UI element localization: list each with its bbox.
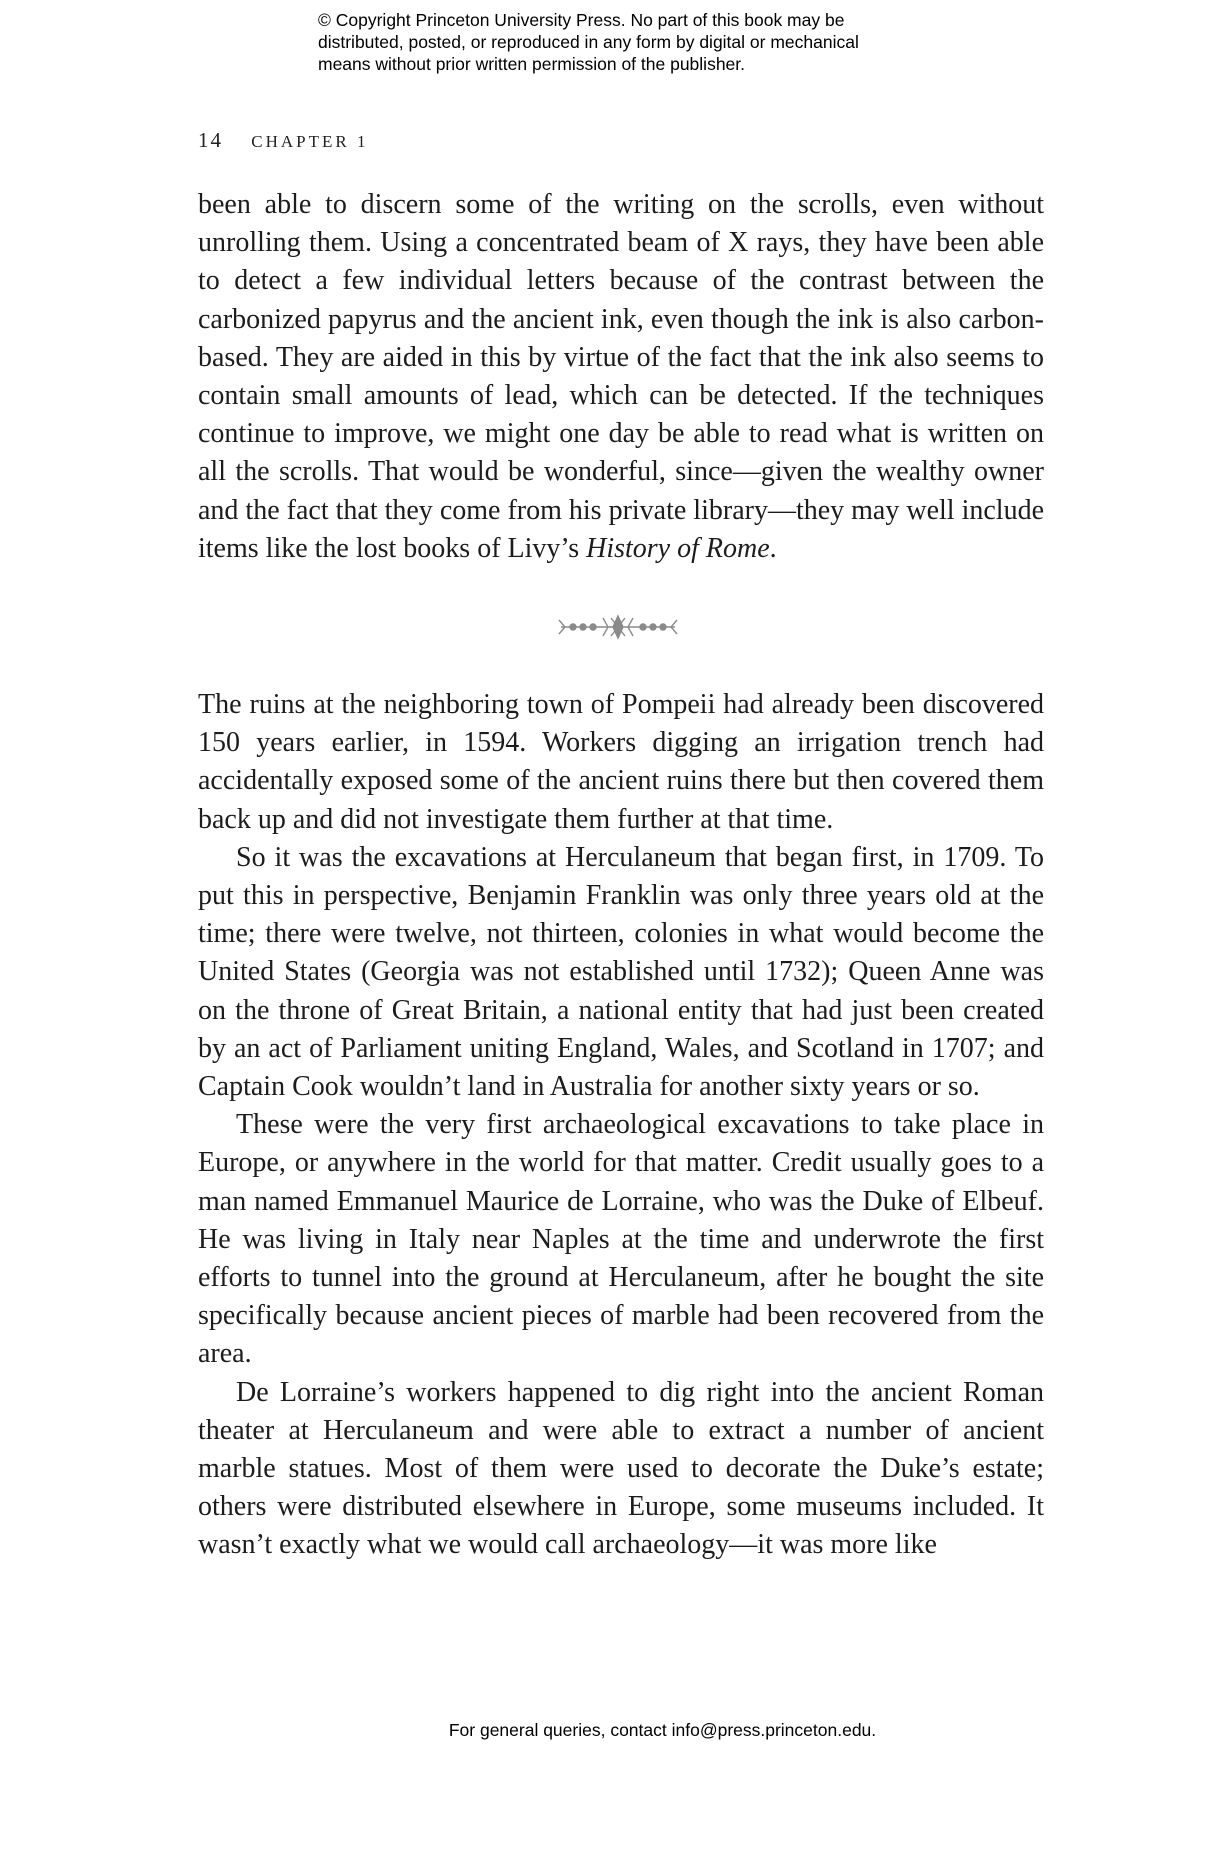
text-block-main: [198, 686, 1044, 1565]
running-head: [198, 128, 368, 153]
footer-contact-text: For general queries, contact info@press.princeton.edu.: [448, 1720, 877, 1740]
paragraph-2: The ruins at the neighboring town of Pompeii had already been discovered 150 years earlier, in 1594. Workers digging an irrigation trench had accidentally exposed some of the ancient ruins there but then covered them back up and did not investigate them further at that time.: [198, 689, 1044, 835]
paragraph-1-end: .: [769, 532, 777, 564]
paragraph-3: So it was the excavations at Herculaneum that began first, in 1709. To put this in perspective, Benjamin Franklin was only three years old at the time; there were twelve, not thirteen, colonies in what would become the United States (Georgia was not established until 1732); Queen Anne was on the throne of Great Britain, a national entity that had just been created by an act of Parliament uniting England, Wales, and Scotland in 1707; and Captain Cook wouldn’t land in Australia for another sixty years or so.: [198, 841, 1044, 1103]
copyright-line-1: © Copyright Princeton University Press. No part of this book may be: [318, 10, 845, 30]
text-block-top: [198, 186, 1044, 568]
section-break-ornament-icon: [555, 612, 681, 642]
copyright-notice: [318, 9, 958, 75]
chapter-label: CHAPTER 1: [251, 132, 369, 151]
paragraph-5: De Lorraine’s workers happened to dig right into the ancient Roman theater at Herculaneum and were able to extract a number of ancient marble statues. Most of them were used to decorate the Duke’s estate; others were distributed elsewhere in Europe, some museums included. It wasn’t exactly what we would call archaeology—it was more like: [198, 1376, 1044, 1561]
paragraph-1-text: been able to discern some of the writing on the scrolls, even without unrolling them. Using a concentrated beam of X rays, they have been able to detect a few individual letters because of the contrast between the carbonized papyrus and the ancient ink, even though the ink is also carbon-based. They are aided in this by virtue of the fact that the ink also seems to contain small amounts of lead, which can be detected. If the techniques continue to improve, we might one day be able to read what is written on all the scrolls. That would be wonderful, since—given the wealthy owner and the fact that they come from his private library—they may well include items like the lost books of Livy’s: [198, 189, 1044, 564]
page-number: 14: [198, 128, 223, 152]
copyright-line-2: distributed, posted, or reproduced in any form by digital or mechanical: [318, 32, 859, 52]
paragraph-1: [198, 186, 1044, 568]
book-title-italic: History of Rome: [586, 532, 770, 564]
footer: [0, 1720, 1225, 1741]
paragraph-4: These were the very first archaeological excavations to take place in Europe, or anywhere in the world for that matter. Credit usually goes to a man named Emmanuel Maurice de Lorraine, who was the Duke of Elbeuf. He was living in Italy near Naples at the time and underwrote the first efforts to tunnel into the ground at Herculaneum, after he bought the site specifically because ancient pieces of marble had been recovered from the area.: [198, 1109, 1044, 1370]
copyright-line-3: means without prior written permission of the publisher.: [318, 54, 746, 74]
